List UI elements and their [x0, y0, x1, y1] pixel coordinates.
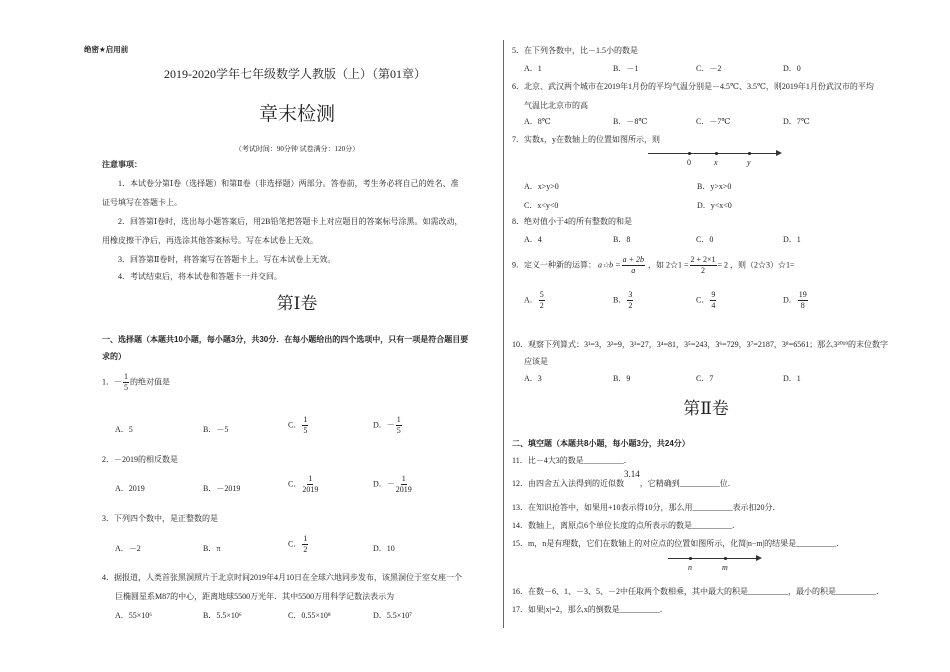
option-b: B．－5 — [203, 425, 229, 434]
point-y — [748, 152, 751, 155]
note-line: 4．考试结束后，将本试卷和答题卡一并交回。 — [118, 272, 282, 281]
question-2: 2．－2019的相反数是 — [102, 455, 178, 464]
option-b: B．5.5×10⁶ — [203, 611, 242, 620]
option-a: A．3 — [524, 374, 542, 383]
option-d: D．10 — [373, 544, 395, 553]
section2-heading: 二、填空题（本题共8小题，每小题3分，共24分） — [512, 439, 690, 448]
option-b: B． $\frac{3}{2}$ — [613, 290, 633, 310]
question-5: 5．在下列各数中，比－1.5小的数是 — [512, 46, 638, 55]
option-a: A．5 — [115, 425, 133, 434]
label-0: 0 — [687, 158, 691, 167]
question-8: 8．绝对值小于4的所有整数的和是 — [512, 217, 632, 226]
option-b: B．π — [203, 544, 221, 553]
question-10: 10．观察下列算式：3¹=3，3²=9，3³=27，3⁴=81，3⁵=243，3⁶=729，3⁷=2187，3⁸=6561；那么3²⁰¹⁹的末位数字 — [512, 340, 889, 349]
question-16: 16．在数－6、1、－3、5、－2中任取两个数相乘，其中最大的积是__________，最小的积是__________． — [512, 587, 884, 596]
fraction: $\frac{1}{5}$ — [124, 372, 128, 392]
option-d: D．1 — [783, 235, 801, 244]
column-divider — [503, 40, 504, 628]
option-c: C．－7℃ — [696, 117, 731, 126]
label-m: m — [722, 563, 728, 572]
question-13: 13．在知识抢答中，如果用+10表示得10分，那么用__________表示扣20分． — [512, 503, 781, 512]
note-line: 证号填写在答题卡上。 — [102, 198, 182, 207]
option-d: D．0 — [783, 64, 801, 73]
option-c: C．－2 — [696, 64, 722, 73]
option-b: B．9 — [613, 374, 631, 383]
question-7: 7．实数x，y在数轴上的位置如图所示，则 — [512, 135, 660, 144]
note-line: 用橡皮擦干净后，再选涂其他答案标号。写在本试卷上无效。 — [102, 236, 318, 245]
option-d: D．y<x<0 — [697, 201, 732, 210]
exam-info: （考试时间：90分钟 试卷满分：120分） — [234, 145, 360, 153]
option-d: D．－ $\frac{1}{2019}$ — [373, 474, 412, 494]
option-b: B．y>x>0 — [697, 182, 732, 191]
option-a: A． $\frac{5}{2}$ — [524, 290, 544, 310]
question-11: 11．比－4大3的数是__________． — [512, 456, 632, 465]
label-n: n — [688, 563, 692, 572]
option-a: A．－2 — [115, 544, 141, 553]
option-b: B．－1 — [613, 64, 639, 73]
note-line: 2．回答第Ⅰ卷时，选出每小题答案后，用2B铅笔把答题卡上对应题目的答案标号涂黑。如需改动， — [118, 217, 463, 226]
option-a: A．x>y>0 — [524, 182, 559, 191]
exam-title: 2019-2020学年七年级数学人教版（上）（第01章） — [164, 67, 426, 81]
option-c: C． $\frac{1}{5}$ — [288, 415, 308, 435]
label-x: x — [714, 158, 718, 167]
point-x — [715, 152, 718, 155]
option-b: B．－2019 — [203, 484, 241, 493]
section1-heading-cont: 求的） — [102, 352, 126, 361]
option-a: A．4 — [524, 235, 542, 244]
point-n — [689, 557, 692, 560]
confidential-label: 绝密★启用前 — [84, 45, 129, 54]
option-c: C．0 — [696, 235, 714, 244]
question-12: 12．由四舍五入法得到的近似数3.14，它精确到__________位． — [512, 469, 736, 488]
q-num: 1．－ — [102, 377, 122, 387]
option-c: C．x<y<0 — [524, 201, 559, 210]
point-0 — [688, 152, 691, 155]
option-d: D．1 — [783, 374, 801, 383]
point-m — [724, 557, 727, 560]
label-y: y — [747, 158, 751, 167]
question-4-cont: 巨椭圆星系M87的中心，距离地球5500万光年．其中5500万用科学记数法表示为 — [115, 592, 395, 601]
option-d: D．－ $\frac{1}{5}$ — [373, 415, 401, 435]
option-c: C．7 — [696, 374, 714, 383]
notes-heading: 注意事项： — [102, 160, 142, 169]
option-a: A．55×10⁶ — [115, 611, 153, 620]
option-a: A．8℃ — [524, 117, 551, 126]
note-line: 1．本试卷分第Ⅰ卷（选择题）和第Ⅱ卷（非选择题）两部分。答卷前，考生务必将自己的姓名、准 — [118, 179, 459, 188]
option-a: A．1 — [524, 64, 542, 73]
question-3: 3．下列四个数中，是正整数的是 — [102, 514, 218, 523]
question-6: 6．北京、武汉两个城市在2019年1月份的平均气温分别是－4.5℃、3.5℃，则2019年1月份武汉市的平均 — [512, 82, 874, 91]
option-c: C． $\frac{1}{2019}$ — [288, 474, 319, 494]
note-line: 3．回答第Ⅱ卷时，将答案写在答题卡上。写在本试卷上无效。 — [118, 255, 336, 264]
option-d: D．7℃ — [783, 117, 810, 126]
question-15: 15．m，n是有理数，它们在数轴上的对应点的位置如图所示，化简|n−m|的结果是__________． — [512, 539, 845, 548]
question-6-cont: 气温比北京市的高 — [524, 101, 588, 110]
part1-title: 第Ⅰ卷 — [276, 294, 318, 313]
question-14: 14．数轴上，离原点6个单位长度的点所表示的数是__________． — [512, 521, 740, 530]
option-d: D．5.5×10⁷ — [373, 611, 413, 620]
number-line — [668, 558, 760, 559]
question-4: 4．据报道，人类首张黑洞照片于北京时间2019年4月10日在全球六地同步发布，该黑洞位于室女座一个 — [102, 573, 462, 582]
number-line — [648, 153, 780, 154]
option-c: C． $\frac{9}{4}$ — [696, 290, 716, 310]
option-b: B．8 — [613, 235, 631, 244]
part2-title: 第Ⅱ卷 — [683, 399, 729, 418]
option-a: A．2019 — [115, 484, 145, 493]
option-c: C． $\frac{1}{2}$ — [288, 534, 308, 554]
q-text: 的绝对值是 — [130, 377, 170, 387]
option-c: C．0.55×10⁸ — [288, 611, 331, 620]
section1-heading: 一、选择题（本题共10小题，每小题3分，共30分．在每小题给出的四个选项中，只有一项是符合题目要 — [102, 335, 469, 344]
exam-subtitle: 章末检测 — [258, 104, 336, 125]
question-17: 17．如果|x|=2，那么x的倒数是__________． — [512, 605, 668, 614]
option-b: B．－8℃ — [613, 117, 648, 126]
option-d: D． $\frac{19}{8}$ — [783, 290, 807, 310]
question-9: 9．定义一种新的运算： a☆b = $\frac{a + 2b}{a}$ ，如 2☆1 = $\frac{2 + 2\times 1}{2}$ = 2 ，则（2☆3）☆1= — [512, 255, 795, 275]
question-1 — [102, 372, 170, 393]
question-10-cont: 应该是 — [524, 357, 548, 366]
